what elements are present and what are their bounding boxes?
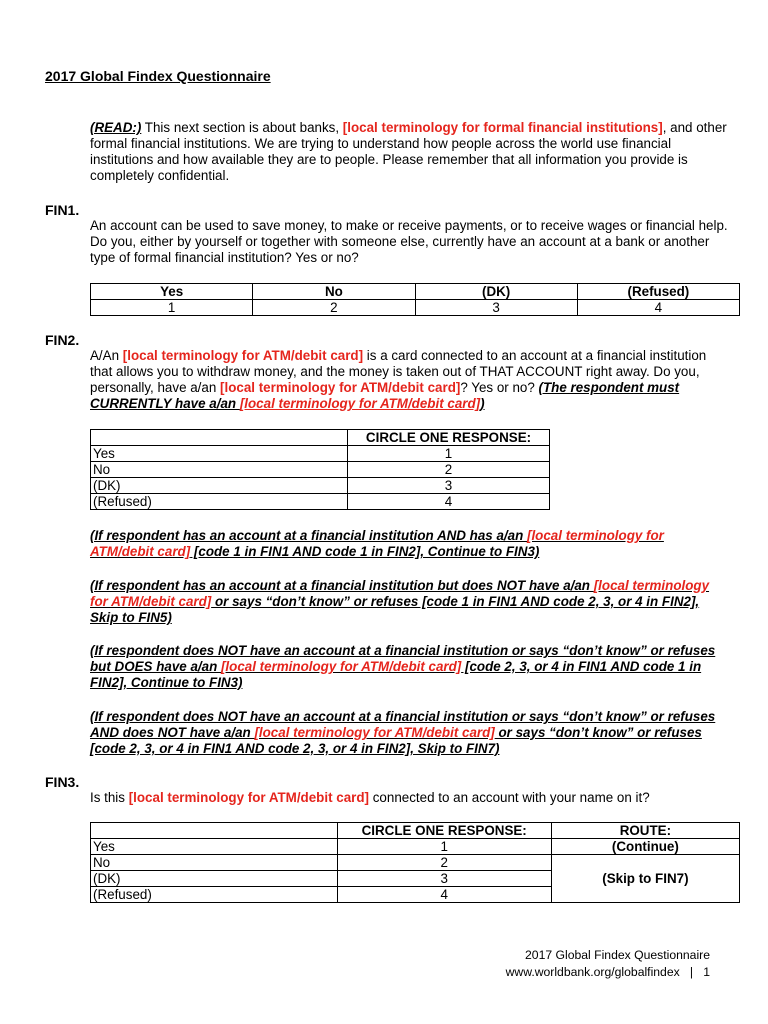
fin1-question: An account can be used to save money, to make or receive payments, or to receive wages or financial help. Do you, either by yourself or together with someone else, currently have an account at a bank or another type of formal financial institution? Yes or no? <box>90 218 728 265</box>
atm-terminology-placeholder: [local terminology for ATM/debit card] <box>239 396 481 411</box>
fin2-option-code[interactable]: 2 <box>348 462 550 478</box>
local-terminology-placeholder: [local terminology for formal financial institutions] <box>342 120 663 135</box>
fin1-header-yes: Yes <box>91 284 253 300</box>
skip-instruction-3 <box>90 643 730 691</box>
page-number: 1 <box>703 965 710 979</box>
fin2-text-b: is a card connected to an account at a financial institution that allows you to withdraw money, and the money is taken out of THAT ACCOUNT right away. Do you, personally, have a/an <box>90 348 707 395</box>
atm-terminology-placeholder: [local terminology for ATM/debit card] <box>220 380 461 395</box>
fin2-question <box>90 348 730 412</box>
fin2-option-code[interactable]: 1 <box>348 446 550 462</box>
skip-instruction-1 <box>90 528 730 560</box>
fin1-code-dk[interactable]: 3 <box>415 300 577 316</box>
fin3-option-label: Yes <box>91 839 338 855</box>
fin3-route-skip: (Skip to FIN7) <box>551 855 739 903</box>
fin3-route-continue: (Continue) <box>551 839 739 855</box>
fin2-option-label: (DK) <box>91 478 348 494</box>
fin1-header-refused: (Refused) <box>577 284 739 300</box>
fin3-label: FIN3. <box>45 774 80 790</box>
fin2-text-c: ? Yes or no? <box>460 380 539 395</box>
skip-text: (If respondent does NOT have an account at a financial institution or says “don’t know” or refuses but DOES have a/an <box>90 643 716 674</box>
fin3-option-code[interactable]: 1 <box>337 839 551 855</box>
skip-text: (If respondent does NOT have an account at a financial institution or says “don’t know” or refuses AND does NOT have a/an <box>90 709 716 740</box>
footer-separator: | <box>689 965 694 979</box>
skip-text: or says “don’t know” or refuses [code 2, 3, or 4 in FIN1 AND code 2, 3, or 4 in FIN2], Skip to FIN7) <box>90 725 702 756</box>
fin2-blank-header <box>91 430 348 446</box>
fin1-code-yes[interactable]: 1 <box>91 300 253 316</box>
fin1-header-no: No <box>253 284 415 300</box>
fin2-text-a: A/An <box>90 348 123 363</box>
fin3-option-label: (Refused) <box>91 887 338 903</box>
atm-terminology-placeholder: [local terminology for ATM/debit card] <box>90 578 710 609</box>
fin2-response-table <box>90 429 550 510</box>
fin1-label: FIN1. <box>45 202 80 218</box>
fin2-note-end: ) <box>480 396 485 411</box>
fin1-response-table <box>90 283 740 316</box>
atm-terminology-placeholder: [local terminology for ATM/debit card] <box>122 348 364 363</box>
skip-text: [code 1 in FIN1 AND code 1 in FIN2], Continue to FIN3) <box>190 544 540 559</box>
fin2-response-header: CIRCLE ONE RESPONSE: <box>348 430 550 446</box>
atm-terminology-placeholder: [local terminology for ATM/debit card] <box>254 725 495 740</box>
fin3-option-code[interactable]: 2 <box>337 855 551 871</box>
fin2-option-label: No <box>91 462 348 478</box>
fin3-option-code[interactable]: 3 <box>337 871 551 887</box>
fin3-option-code[interactable]: 4 <box>337 887 551 903</box>
fin3-text-a: Is this <box>90 790 129 805</box>
fin3-text-b: connected to an account with your name on it? <box>369 790 650 805</box>
fin3-response-header: CIRCLE ONE RESPONSE: <box>337 823 551 839</box>
fin3-response-table <box>90 822 740 903</box>
atm-terminology-placeholder: [local terminology for ATM/debit card] <box>220 659 462 674</box>
fin1-code-refused[interactable]: 4 <box>577 300 739 316</box>
footer-title: 2017 Global Findex Questionnaire <box>525 948 710 962</box>
skip-text: (If respondent has an account at a financial institution but does NOT have a/an <box>90 578 594 593</box>
skip-instruction-4 <box>90 709 730 757</box>
skip-text: (If respondent has an account at a financial institution AND has a/an <box>90 528 527 543</box>
page-title: 2017 Global Findex Questionnaire <box>45 68 271 84</box>
skip-text: [code 2, 3, or 4 in FIN1 AND code 1 in FIN2], Continue to FIN3) <box>90 659 702 690</box>
footer-url[interactable]: www.worldbank.org/globalfindex <box>505 965 680 979</box>
fin3-option-label: No <box>91 855 338 871</box>
page-footer <box>506 947 710 981</box>
atm-terminology-placeholder: [local terminology for ATM/debit card] <box>128 790 370 805</box>
intro-text-1: This next section is about banks, <box>141 120 343 135</box>
fin2-option-label: Yes <box>91 446 348 462</box>
fin3-blank-header <box>91 823 338 839</box>
fin3-question <box>90 790 730 806</box>
fin3-route-header: ROUTE: <box>551 823 739 839</box>
fin2-option-code[interactable]: 4 <box>348 494 550 510</box>
fin2-label: FIN2. <box>45 332 80 348</box>
intro-paragraph <box>90 120 730 184</box>
fin1-code-no[interactable]: 2 <box>253 300 415 316</box>
fin2-option-code[interactable]: 3 <box>348 478 550 494</box>
skip-instruction-2 <box>90 578 730 626</box>
fin3-option-label: (DK) <box>91 871 338 887</box>
fin1-header-dk: (DK) <box>415 284 577 300</box>
fin2-interviewer-note: (The respondent must CURRENTLY have a/an <box>90 380 680 411</box>
skip-text: or says “don’t know” or refuses [code 1 in FIN1 AND code 2, 3, or 4 in FIN2], Skip to FIN5) <box>90 594 700 625</box>
atm-terminology-placeholder: [local terminology for ATM/debit card] <box>90 528 664 559</box>
intro-text-2: , and other formal financial institutions. We are trying to understand how people across the world use financial institutions and how available they are to people. Please remember that all information you provide is completely confidential. <box>90 120 727 183</box>
read-instruction: (READ:) <box>90 120 142 135</box>
fin2-option-label: (Refused) <box>91 494 348 510</box>
